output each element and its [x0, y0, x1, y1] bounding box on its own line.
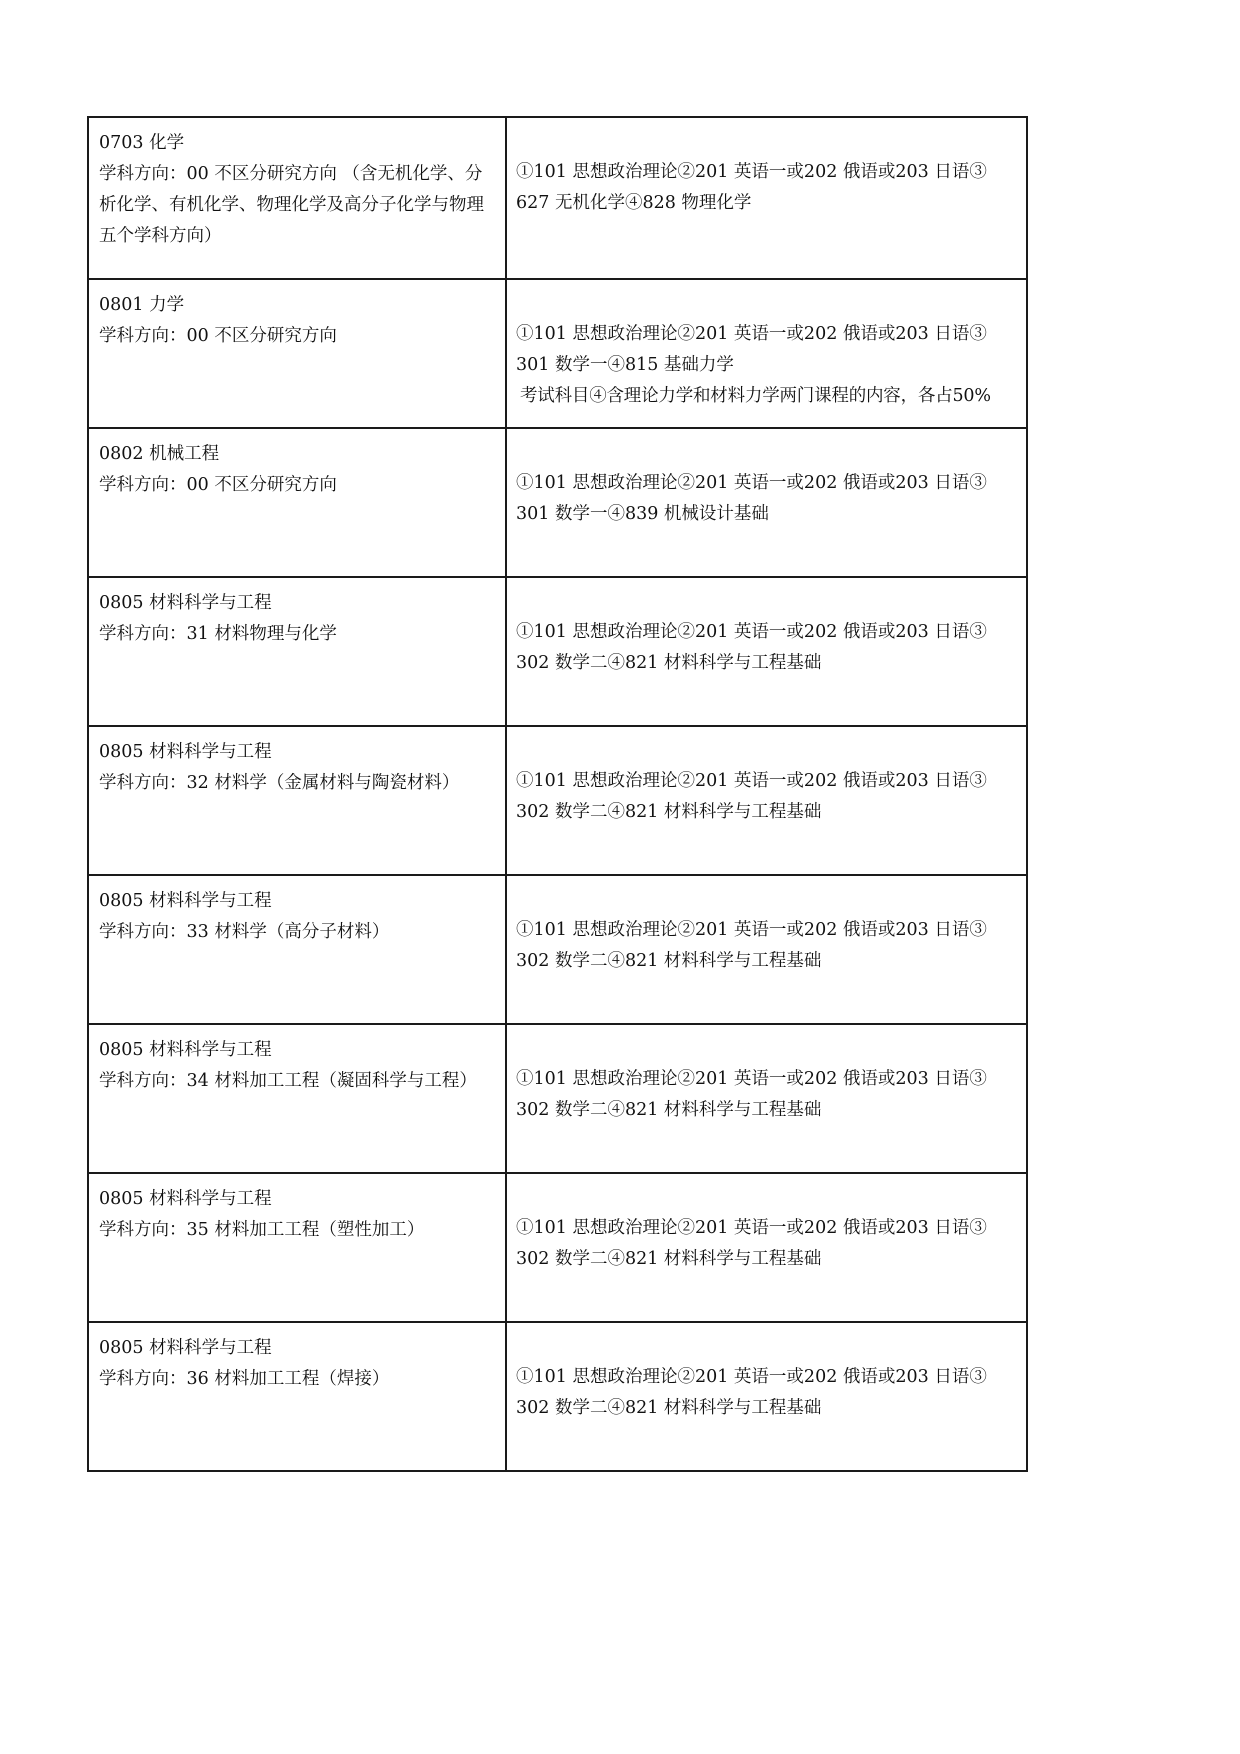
subjects-line-2: 302 数学二④821 材料科学与工程基础: [516, 1398, 822, 1418]
table-row: [88, 1173, 1027, 1322]
subjects-line-1: ①101 思想政治理论②201 英语一或202 俄语或203 日语③: [516, 162, 987, 182]
subjects-line-1: ①101 思想政治理论②201 英语一或202 俄语或203 日语③: [516, 771, 987, 791]
program-code-name: 0703 化学: [99, 133, 185, 153]
subjects-cell: [506, 1024, 1027, 1173]
table-row: [88, 726, 1027, 875]
program-direction: 学科方向：00 不区分研究方向: [99, 326, 337, 346]
program-direction: 学科方向：33 材料学（高分子材料）: [99, 922, 390, 942]
subjects-cell: [506, 279, 1027, 428]
program-direction: 学科方向：35 材料加工工程（塑性加工）: [99, 1220, 425, 1240]
program-direction: 学科方向：36 材料加工工程（焊接）: [99, 1369, 390, 1389]
table-row: [88, 117, 1027, 279]
table-body: [88, 117, 1027, 1471]
table-row: [88, 428, 1027, 577]
subjects-line-1: ①101 思想政治理论②201 英语一或202 俄语或203 日语③: [516, 1069, 987, 1089]
program-code-name: 0805 材料科学与工程: [99, 593, 272, 613]
program-direction: 学科方向：00 不区分研究方向: [99, 475, 337, 495]
subjects-line-1: ①101 思想政治理论②201 英语一或202 俄语或203 日语③: [516, 1367, 987, 1387]
program-cell: [88, 117, 506, 279]
subjects-cell: [506, 117, 1027, 279]
table-row: [88, 1322, 1027, 1471]
subjects-note: 考试科目④含理论力学和材料力学两门课程的内容，各占50%: [520, 386, 991, 406]
program-cell: [88, 428, 506, 577]
subjects-line-1: ①101 思想政治理论②201 英语一或202 俄语或203 日语③: [516, 1218, 987, 1238]
subjects-line-1: ①101 思想政治理论②201 英语一或202 俄语或203 日语③: [516, 324, 987, 344]
exam-subjects-table: [87, 116, 1028, 1472]
table-row: [88, 279, 1027, 428]
subjects-cell: [506, 577, 1027, 726]
subjects-line-2: 302 数学二④821 材料科学与工程基础: [516, 1249, 822, 1269]
program-code-name: 0801 力学: [99, 295, 185, 315]
subjects-cell: [506, 875, 1027, 1024]
program-cell: [88, 279, 506, 428]
table-row: [88, 577, 1027, 726]
subjects-cell: [506, 428, 1027, 577]
program-code-name: 0805 材料科学与工程: [99, 1040, 272, 1060]
program-code-name: 0805 材料科学与工程: [99, 1189, 272, 1209]
program-code-name: 0805 材料科学与工程: [99, 1338, 272, 1358]
program-cell: [88, 577, 506, 726]
program-cell: [88, 726, 506, 875]
subjects-line-1: ①101 思想政治理论②201 英语一或202 俄语或203 日语③: [516, 622, 987, 642]
program-code-name: 0805 材料科学与工程: [99, 891, 272, 911]
table-row: [88, 875, 1027, 1024]
program-direction: 学科方向：32 材料学（金属材料与陶瓷材料）: [99, 773, 460, 793]
table-row: [88, 1024, 1027, 1173]
subjects-cell: [506, 726, 1027, 875]
subjects-line-1: ①101 思想政治理论②201 英语一或202 俄语或203 日语③: [516, 920, 987, 940]
program-cell: [88, 1322, 506, 1471]
program-cell: [88, 875, 506, 1024]
subjects-line-2: 302 数学二④821 材料科学与工程基础: [516, 1100, 822, 1120]
subjects-line-2: 302 数学二④821 材料科学与工程基础: [516, 653, 822, 673]
program-direction: 学科方向：00 不区分研究方向 （含无机化学、分析化学、有机化学、物理化学及高分子化学与物理五个学科方向）: [99, 164, 484, 246]
program-code-name: 0802 机械工程: [99, 444, 220, 464]
subjects-line-2: 627 无机化学④828 物理化学: [516, 193, 752, 213]
subjects-line-2: 301 数学一④815 基础力学: [516, 355, 734, 375]
subjects-line-1: ①101 思想政治理论②201 英语一或202 俄语或203 日语③: [516, 473, 987, 493]
program-direction: 学科方向：31 材料物理与化学: [99, 624, 337, 644]
program-cell: [88, 1024, 506, 1173]
subjects-cell: [506, 1173, 1027, 1322]
program-code-name: 0805 材料科学与工程: [99, 742, 272, 762]
program-direction: 学科方向：34 材料加工工程（凝固科学与工程）: [99, 1071, 477, 1091]
subjects-line-2: 302 数学二④821 材料科学与工程基础: [516, 951, 822, 971]
subjects-cell: [506, 1322, 1027, 1471]
subjects-line-2: 301 数学一④839 机械设计基础: [516, 504, 769, 524]
program-cell: [88, 1173, 506, 1322]
subjects-line-2: 302 数学二④821 材料科学与工程基础: [516, 802, 822, 822]
